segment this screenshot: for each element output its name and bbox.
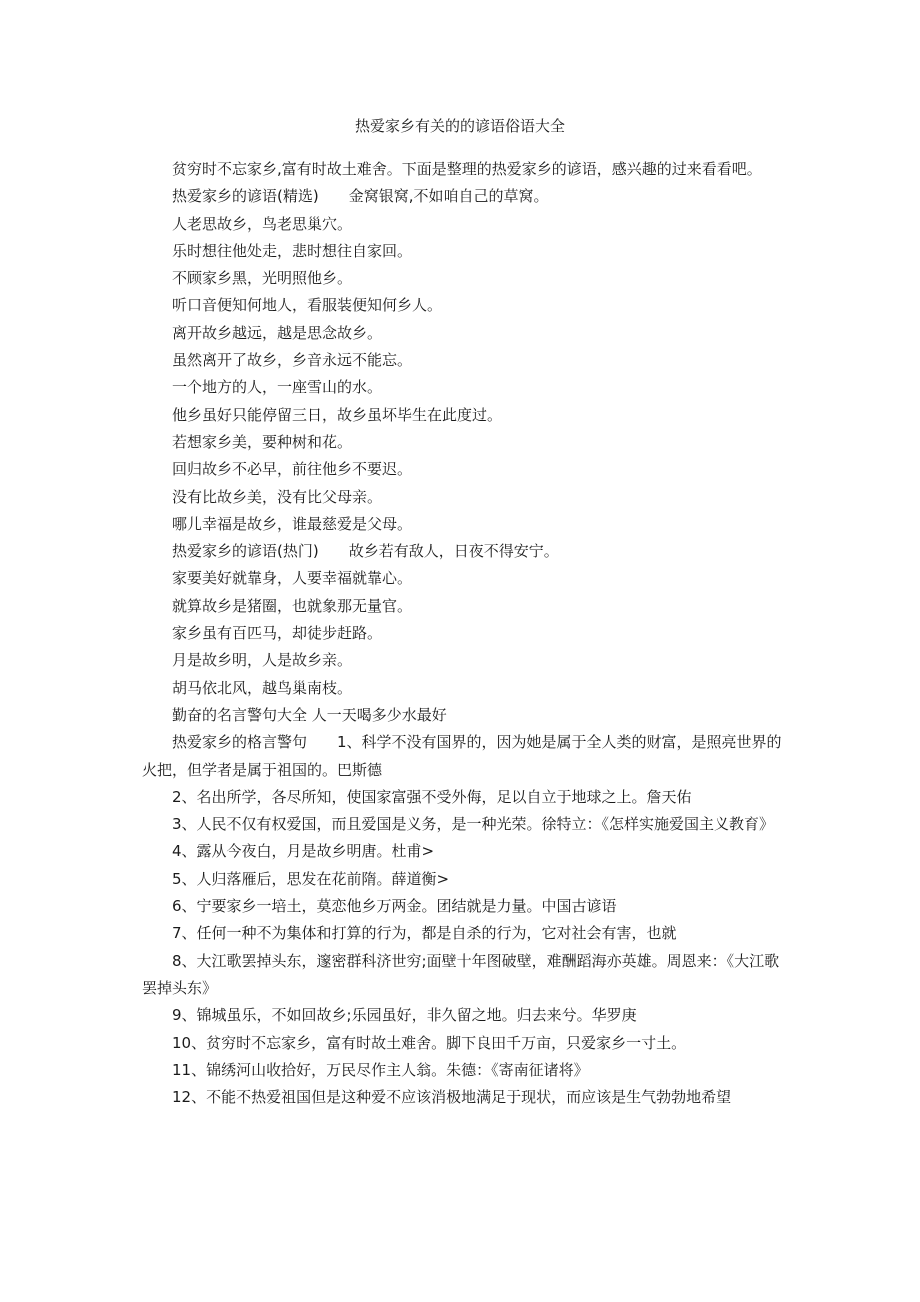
paragraph: 7、任何一种不为集体和打算的行为，都是自杀的行为，它对社会有害，也就 — [172, 924, 677, 943]
paragraph: 家乡虽有百匹马，却徒步赶路。 — [172, 624, 383, 643]
paragraph: 12、不能不热爱祖国但是这种爱不应该消极地满足于现状，而应该是生气勃勃地希望 — [172, 1088, 732, 1107]
paragraph — [142, 183, 782, 210]
paragraph: 4、露从今夜白，月是故乡明唐。杜甫> — [172, 842, 435, 861]
paragraph: 3、人民不仅有权爱国，而且爱国是义务，是一种光荣。徐特立：《怎样实施爱国主义教育》 — [172, 815, 775, 834]
paragraph: 10、贫穷时不忘家乡，富有时故土难舍。脚下良田千万亩，只爱家乡一寸土。 — [172, 1033, 687, 1052]
paragraph: 就算故乡是猪圈，也就象那无量官。 — [172, 596, 413, 615]
paragraph: 贫穷时不忘家乡,富有时故土难舍。下面是整理的热爱家乡的谚语，感兴趣的过来看看吧。 — [172, 160, 762, 178]
paragraph: 虽然离开了故乡，乡音永远不能忘。 — [172, 351, 413, 370]
document-body — [142, 156, 782, 1111]
paragraph: 6、宁要家乡一培土，莫恋他乡万两金。团结就是力量。中国古谚语 — [172, 897, 617, 916]
paragraph: 勤奋的名言警句大全 人一天喝多少水最好 — [172, 705, 447, 724]
paragraph: 月是故乡明，人是故乡亲。 — [172, 651, 353, 670]
paragraph: 2、名出所学，各尽所知，使国家富强不受外侮，足以自立于地球之上。詹天佑 — [172, 787, 692, 806]
paragraph: 8、大江歌罢掉头东，邃密群科济世穷;面壁十年图破壁，难酬蹈海亦英雄。周恩来：《大江歌罢掉头东》 — [142, 951, 780, 997]
paragraph: 不顾家乡黑，光明照他乡。 — [172, 269, 353, 288]
paragraph: 11、锦绣河山收拾好，万民尽作主人翁。朱德：《寄南征诸将》 — [172, 1060, 589, 1079]
paragraph-segment: 热爱家乡的谚语(精选) — [172, 187, 319, 206]
paragraph-segment: 金窝银窝,不如咱自己的草窝。 — [348, 187, 549, 206]
paragraph: 若想家乡美，要种树和花。 — [172, 432, 353, 451]
paragraph: 9、锦城虽乐，不如回故乡;乐园虽好，非久留之地。归去来兮。华罗庚 — [172, 1006, 637, 1025]
paragraph: 哪儿幸福是故乡，谁最慈爱是父母。 — [172, 514, 413, 533]
paragraph-segment: 1、科学不没有国界的，因为她是属于全人类的财富，是照亮世界的火把，但学者是属于祖国的。巴斯德 — [142, 733, 782, 779]
paragraph: 离开故乡越远，越是思念故乡。 — [172, 323, 383, 342]
paragraph: 回归故乡不必早，前往他乡不要迟。 — [172, 460, 413, 479]
paragraph: 人老思故乡，鸟老思巢穴。 — [172, 214, 353, 233]
paragraph-segment: 热爱家乡的格言警句 — [172, 733, 308, 752]
paragraph — [142, 538, 782, 565]
paragraph: 一个地方的人，一座雪山的水。 — [172, 378, 383, 397]
paragraph: 家要美好就靠身，人要幸福就靠心。 — [172, 569, 413, 588]
paragraph-segment: 热爱家乡的谚语(热门) — [172, 542, 319, 561]
paragraph: 听口音便知何地人，看服装便知何乡人。 — [172, 296, 443, 315]
paragraph: 胡马依北风，越鸟巢南枝。 — [172, 678, 353, 697]
paragraph: 5、人归落雁后，思发在花前隋。薛道衡> — [172, 869, 450, 888]
page-title: 热爱家乡有关的的谚语俗语大全 — [354, 117, 565, 135]
paragraph: 乐时想往他处走，悲时想往自家回。 — [172, 241, 413, 260]
paragraph — [142, 729, 782, 784]
paragraph: 他乡虽好只能停留三日，故乡虽坏毕生在此度过。 — [172, 405, 503, 424]
paragraph-segment: 故乡若有敌人，日夜不得安宁。 — [348, 542, 559, 561]
paragraph: 没有比故乡美，没有比父母亲。 — [172, 487, 383, 506]
